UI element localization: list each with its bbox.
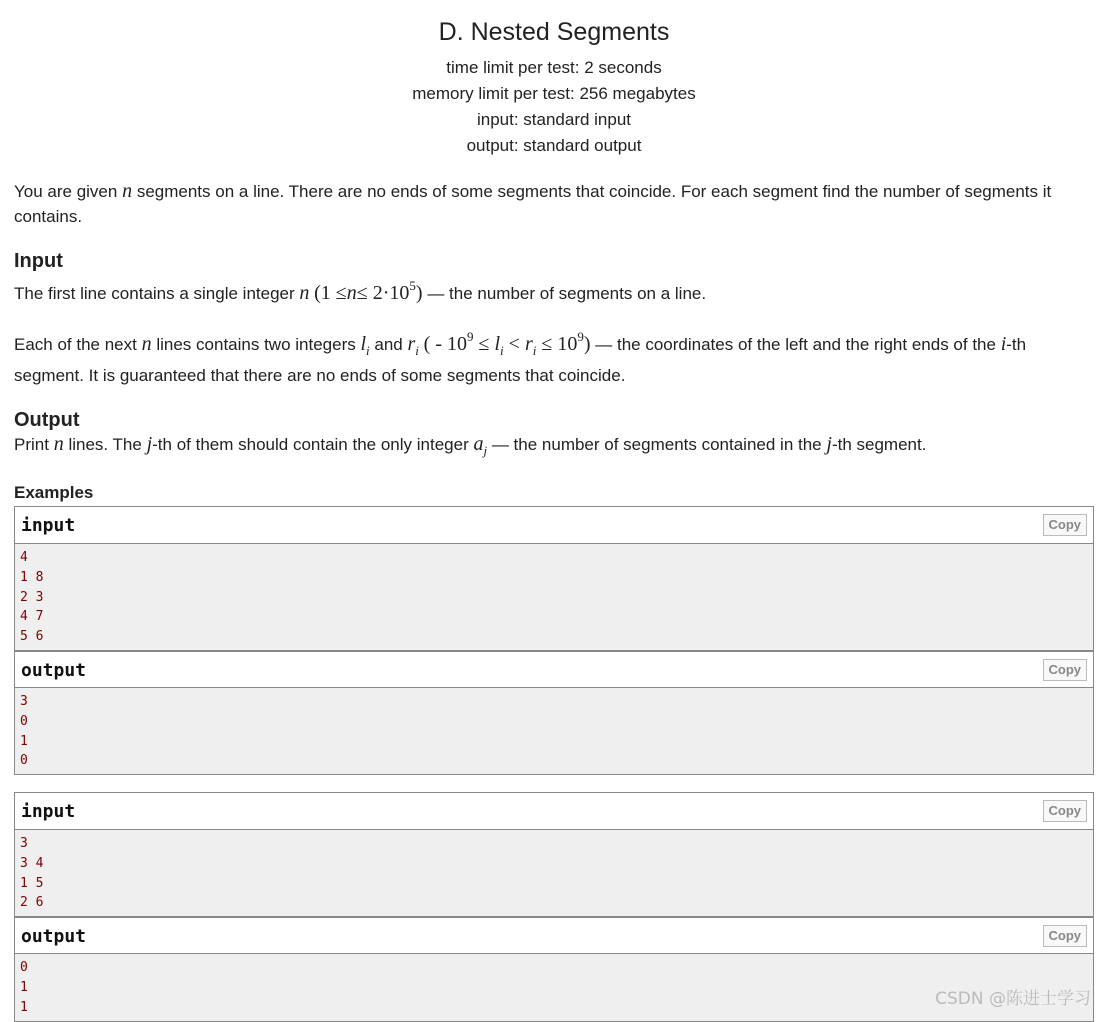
example-2-input [14,792,1094,917]
copy-button[interactable]: Copy [1043,800,1088,822]
input-line-2: Each of the next n lines contains two integers $l_i$ and $r_i$ ( - $10^9 \le l_i < r_i \le 10^9$) — the coordinates of the left and the right ends of the i-th segment. It is guaranteed that there are no ends of some segments that coincide. [14,329,1027,385]
input-content[interactable]: 3 3 4 1 5 2 6 [15,830,1093,916]
example-1-output [14,651,1094,775]
copy-button[interactable]: Copy [1043,659,1088,681]
output-header: output Copy [15,651,1093,688]
example-2-output [14,917,1094,1022]
problem-title: D. Nested Segments [438,18,670,46]
output-line: Print n lines. The j-th of them should contain the only integer $a_j$ — the number of segments contained in the j-th segment. [14,433,927,458]
output-file: output: standard output [466,136,642,155]
example-1-input [14,506,1094,651]
csdn-watermark: CSDN @陈进士学习 [935,989,1091,1009]
output-content[interactable]: 3 0 1 0 [15,688,1093,774]
input-header: input Copy [15,793,1093,830]
output-header: output Copy [15,917,1093,954]
memory-limit: memory limit per test: 256 megabytes [412,84,696,103]
output-content[interactable]: 0 1 1 [15,954,1093,1021]
input-file: input: standard input [476,110,632,129]
copy-button[interactable]: Copy [1043,925,1088,947]
examples-title: Examples [14,483,94,502]
examples-section [14,482,1094,1022]
output-section-title: Output [14,409,80,431]
problem-page [14,0,1094,1022]
input-content[interactable]: 4 1 8 2 3 4 7 5 6 [15,544,1093,650]
problem-header [14,0,1094,159]
problem-statement: You are given n segments on a line. There are no ends of some segments that coincide. For each segment find the number of segments it contains. [14,180,1052,226]
input-section [14,249,1094,388]
output-section [14,408,1094,463]
input-line-1: The first line contains a single integer n $(1 \le n\le 2\cdot 10^5)$ — the number of segments on a line. [14,278,707,304]
input-header: input Copy [15,507,1093,544]
time-limit: time limit per test: 2 seconds [446,58,662,77]
copy-button[interactable]: Copy [1043,514,1088,536]
input-section-title: Input [14,250,63,272]
